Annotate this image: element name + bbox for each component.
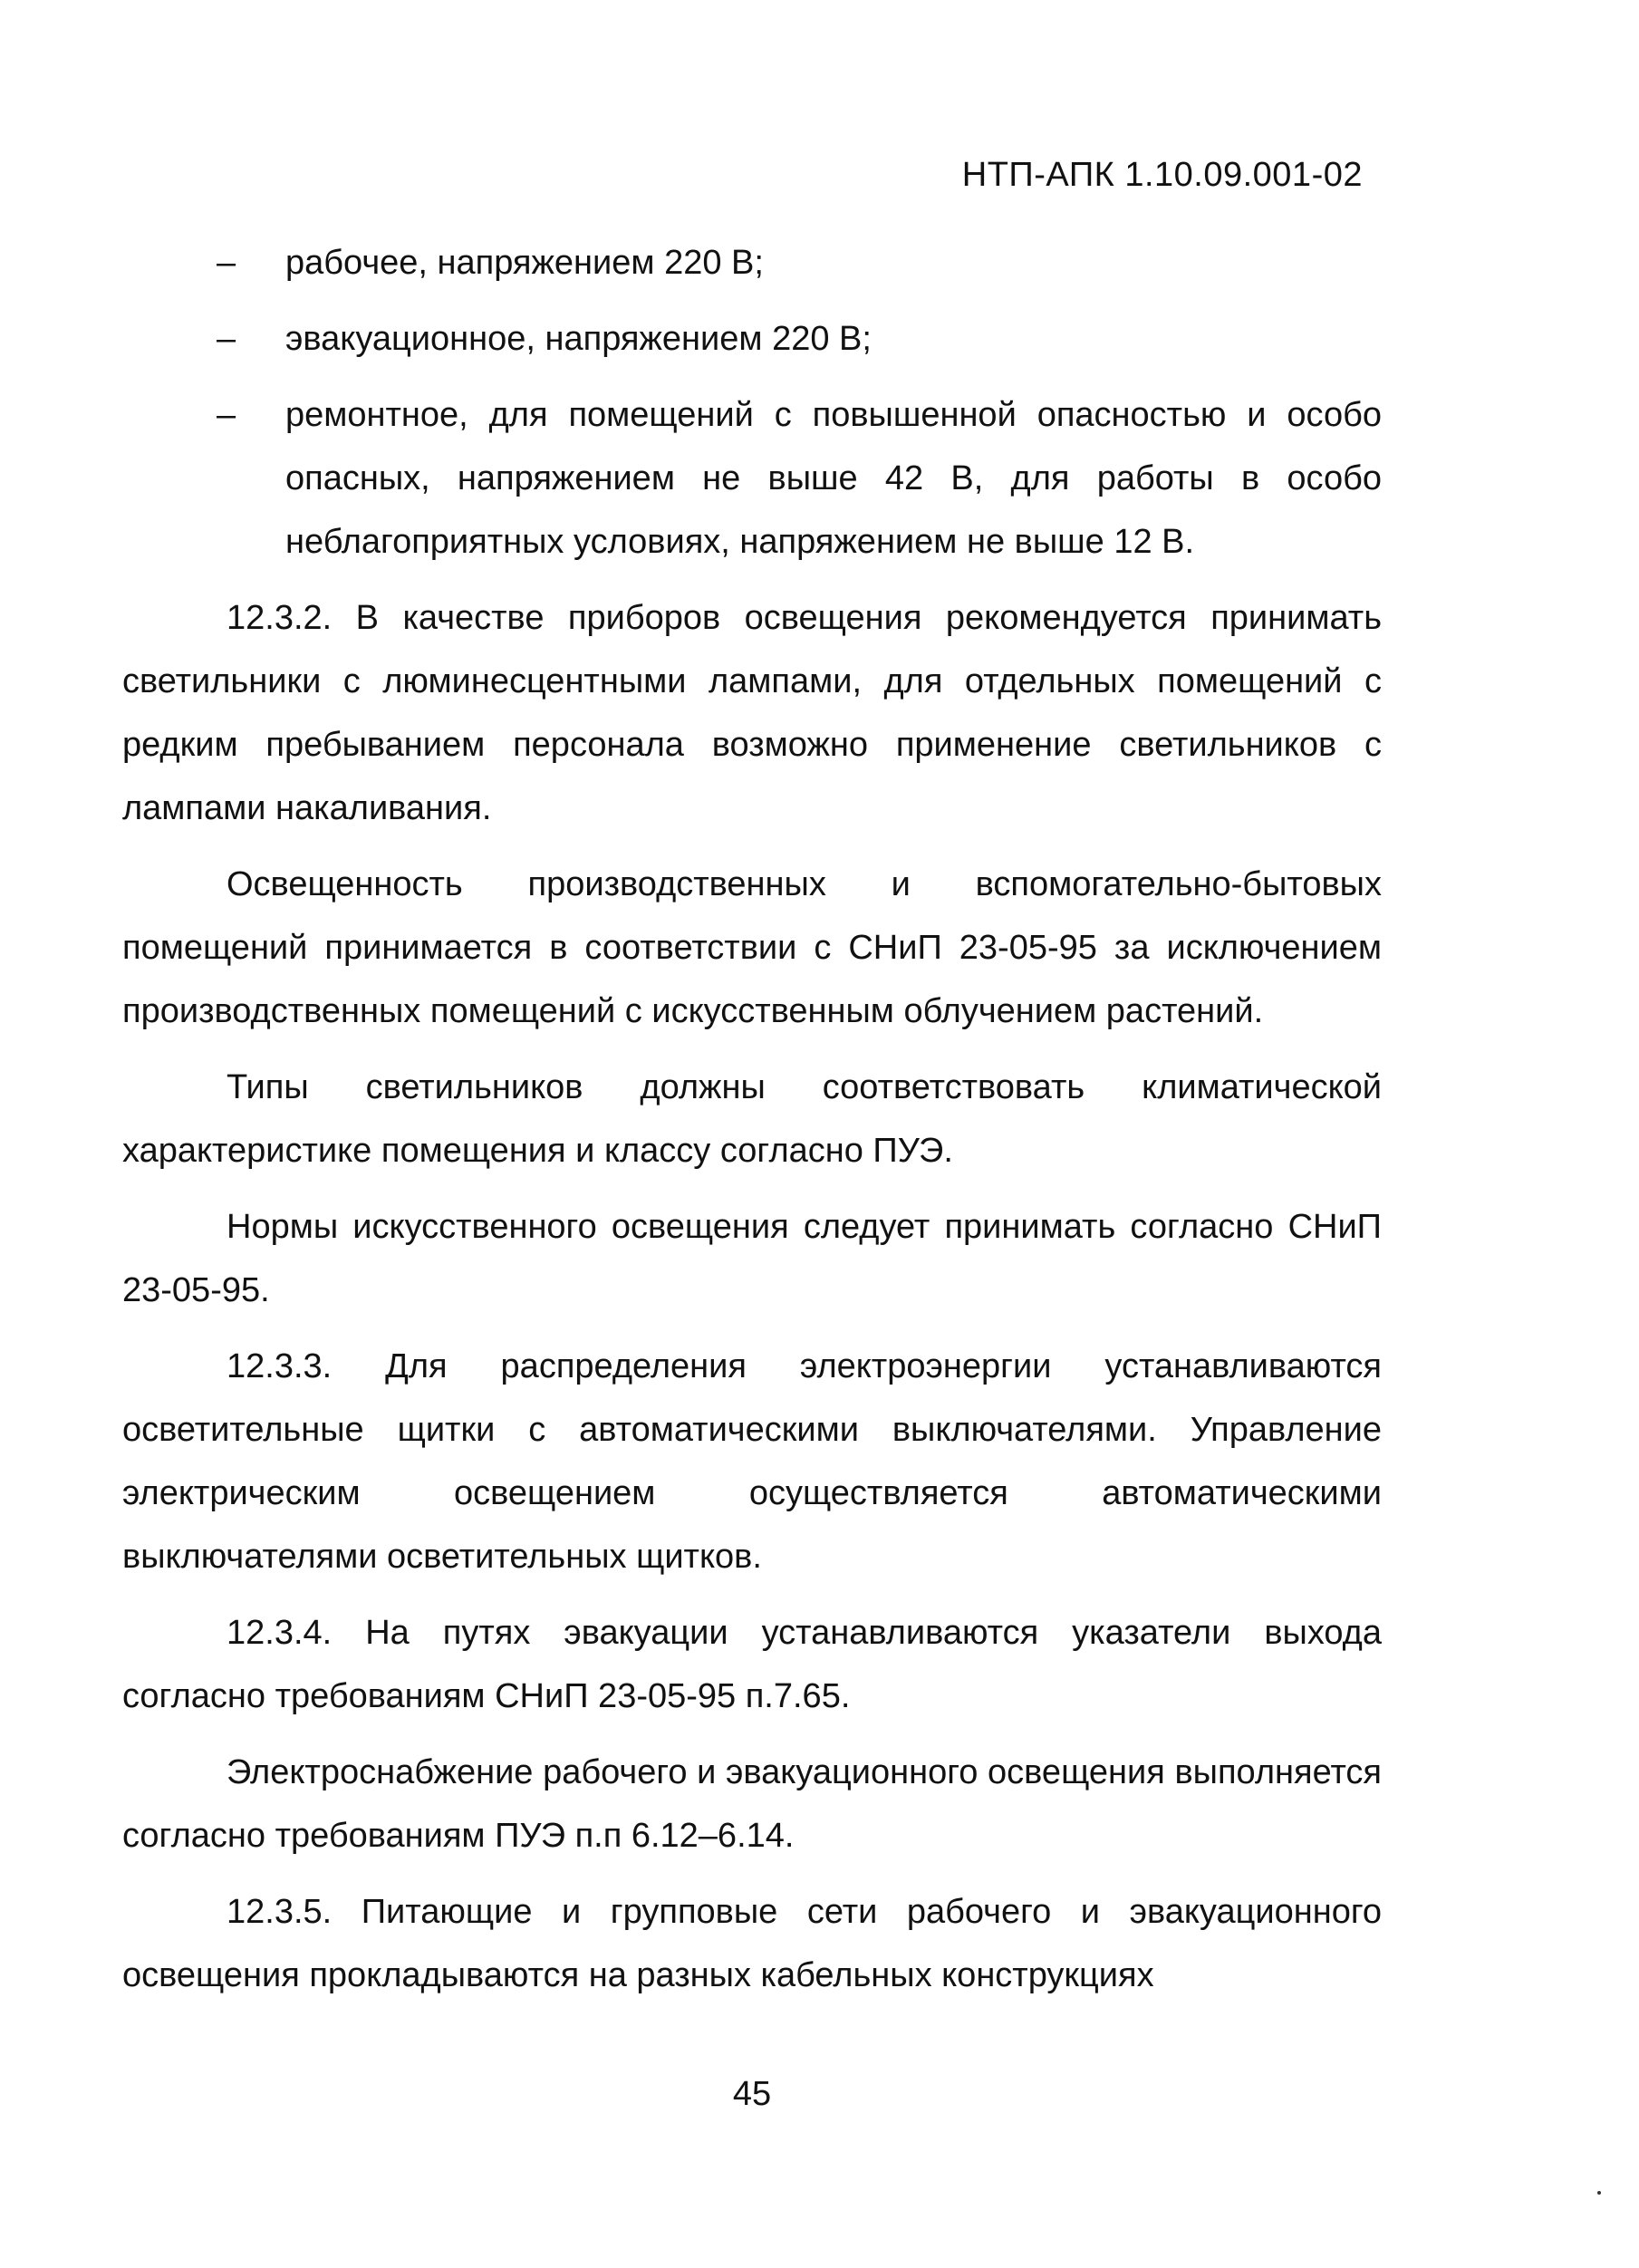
paragraph-12-3-2: 12.3.2. В качестве приборов освещения рекомендуется принимать светильники с люминесцентными лампами, для отдельных помещений с редким пребыванием персонала возможно применение светильников с лампами накаливания. (122, 599, 1382, 827)
paragraph-lighting-norms: Нормы искусственного освещения следует принимать согласно СНиП 23-05-95. (122, 1208, 1382, 1309)
list-item (122, 383, 1382, 574)
paragraph-12-3-5: 12.3.5. Питающие и групповые сети рабочего и эвакуационного освещения прокладываются на разных кабельных конструкциях (122, 1893, 1382, 1994)
document-code: НТП-АПК 1.10.09.001-02 (961, 156, 1363, 194)
list-item (122, 231, 1382, 294)
paragraph-12-3-4: 12.3.4. На путях эвакуации устанавливаются указатели выхода согласно требованиям СНиП 23-05-95 п.7.65. (122, 1614, 1382, 1715)
body-text (122, 231, 1382, 2020)
paragraph-illumination: Освещенность производственных и вспомогательно-бытовых помещений принимается в соответствии с СНиП 23-05-95 за исключением производственных помещений с искусственным облучением растений. (122, 865, 1382, 1030)
list-dash: – (217, 320, 236, 358)
page-number: 45 (732, 2075, 772, 2113)
paragraph-power-supply: Электроснабжение рабочего и эвакуационного освещения выполняется согласно требованиям ПУЭ п.п 6.12–6.14. (122, 1753, 1382, 1855)
list-item-text: ремонтное, для помещений с повышенной опасностью и особо опасных, напряжением не выше 42 В, для работы в особо неблагоприятных условиях, напряжением не выше 12 В. (285, 396, 1382, 561)
paragraph-12-3-3: 12.3.3. Для распределения электроэнергии устанавливаются осветительные щитки с автоматическими выключателями. Управление электрическим освещением осуществляется автоматическими выключателями осветительных щитков. (122, 1347, 1382, 1576)
scan-speck (1597, 2191, 1601, 2195)
list-item-text: рабочее, напряжением 220 В; (285, 244, 764, 282)
list-dash: – (217, 396, 236, 434)
list-item-text: эвакуационное, напряжением 220 В; (285, 320, 872, 358)
list-dash: – (217, 244, 236, 282)
list-item (122, 307, 1382, 371)
paragraph-luminaire-types: Типы светильников должны соответствовать климатической характеристике помещения и классу согласно ПУЭ. (122, 1068, 1382, 1170)
